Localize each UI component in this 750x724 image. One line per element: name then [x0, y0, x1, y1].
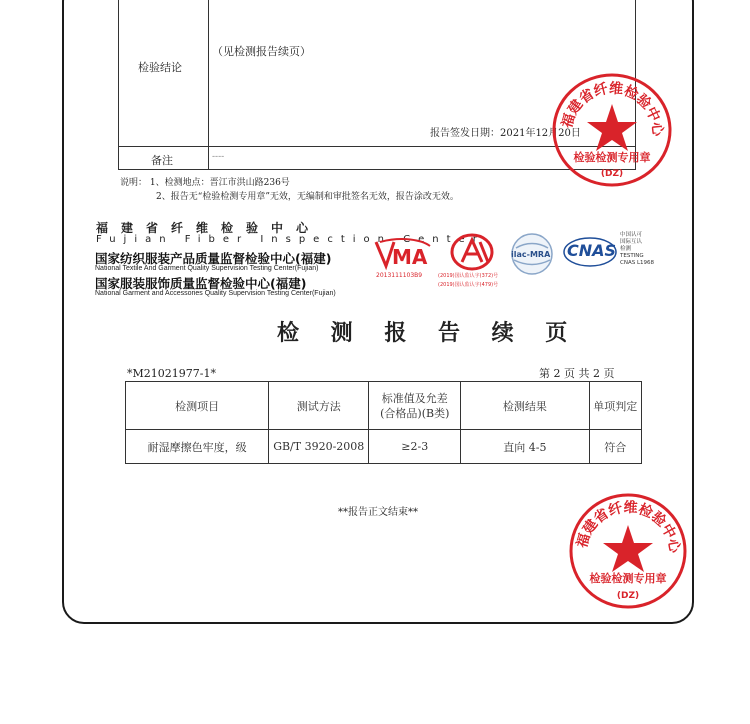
cnas-side: [620, 232, 654, 267]
report-number: *M21021977-1*: [127, 367, 216, 380]
cell-standard: ≥2-3: [369, 430, 461, 464]
seal1-arc-text: 福建省纤维检验中心: [559, 80, 666, 137]
header-method: 测试方法: [269, 382, 369, 430]
seal1-bottom-text: 检验检测专用章: [573, 151, 651, 164]
cal-note1: (2019)国认监认字(372)号: [438, 273, 499, 279]
svg-text:MA: MA: [392, 245, 428, 269]
results-header-row: [126, 382, 642, 430]
conclusion-label: 检验结论: [138, 61, 182, 74]
org-line1-cn: 国家纺织服装产品质量监督检验中心(福建): [95, 251, 332, 266]
cell-result: 直向 4-5: [461, 430, 589, 464]
cell-test-item: 耐湿摩擦色牢度，级: [126, 430, 269, 464]
org-name-en: Fujian Fiber Inspection Center: [96, 234, 485, 245]
seal2-bottom-text: 检验检测专用章: [589, 572, 667, 585]
notes-prefix: 说明：: [120, 178, 148, 188]
cell-method: GB/T 3920-2008: [269, 430, 369, 464]
notes: [120, 176, 459, 204]
upper-table-col-divider: [208, 0, 209, 170]
header-judgment: 单项判定: [589, 382, 641, 430]
seal1-code: (DZ): [600, 169, 624, 179]
ilac-text: ilac-MRA: [511, 250, 551, 259]
page-title: 检 测 报 告 续 页: [277, 320, 580, 346]
official-seal-icon: [551, 72, 673, 188]
org-line2-cn: 国家服装服饰质量监督检验中心(福建): [95, 276, 307, 291]
header-test-item: 检测项目: [126, 382, 269, 430]
org-line1-en: National Textile And Garment Quality Supervision Testing Center(Fujian): [95, 265, 319, 272]
cnas-side-5: CNAS L1968: [620, 260, 655, 266]
conclusion-text: （见检测报告续页）: [212, 45, 311, 58]
page-info: 第 2 页 共 2 页: [539, 367, 615, 380]
notes-line2: 2、报告无“检验检测专用章”无效，无编制和审批签名无效，报告涂改无效。: [156, 192, 459, 202]
header-standard: 标准值及允差 (合格品)(B类): [369, 382, 461, 430]
cal-note2: (2019)国认监认字(479)号: [438, 282, 499, 288]
end-of-report: **报告正文结束**: [338, 507, 418, 518]
seal2-arc-text: 福建省纤维检验中心: [574, 499, 683, 555]
cnas-text: CNAS: [567, 241, 617, 260]
cell-judgment: 符合: [589, 430, 641, 464]
org-name-cn: 福建省纤维检验中心: [96, 221, 322, 235]
cnas-side-1: 中国认可: [620, 232, 643, 238]
cnas-side-2: 国际互认: [620, 239, 643, 245]
header-result: 检测结果: [461, 382, 589, 430]
remarks-label: 备注: [151, 154, 173, 167]
cal-logo-icon: [448, 232, 496, 272]
cnas-side-4: TESTING: [620, 253, 644, 259]
seal2-code: (DZ): [616, 591, 640, 601]
cnas-side-3: 检测: [620, 246, 632, 252]
official-seal-icon: [568, 492, 688, 610]
results-table: [125, 381, 642, 464]
remarks-value: ----: [212, 152, 225, 162]
cma-code: 2013111103B9: [376, 272, 423, 279]
notes-line1: 1、检测地点：晋江市洪山路236号: [149, 178, 290, 188]
org-line2-en: National Garment and Accessories Quality Supervision Testing Center(Fujian): [95, 290, 336, 297]
table-row: [126, 430, 642, 464]
sign-date: 报告签发日期：2021年12月20日: [430, 128, 581, 139]
